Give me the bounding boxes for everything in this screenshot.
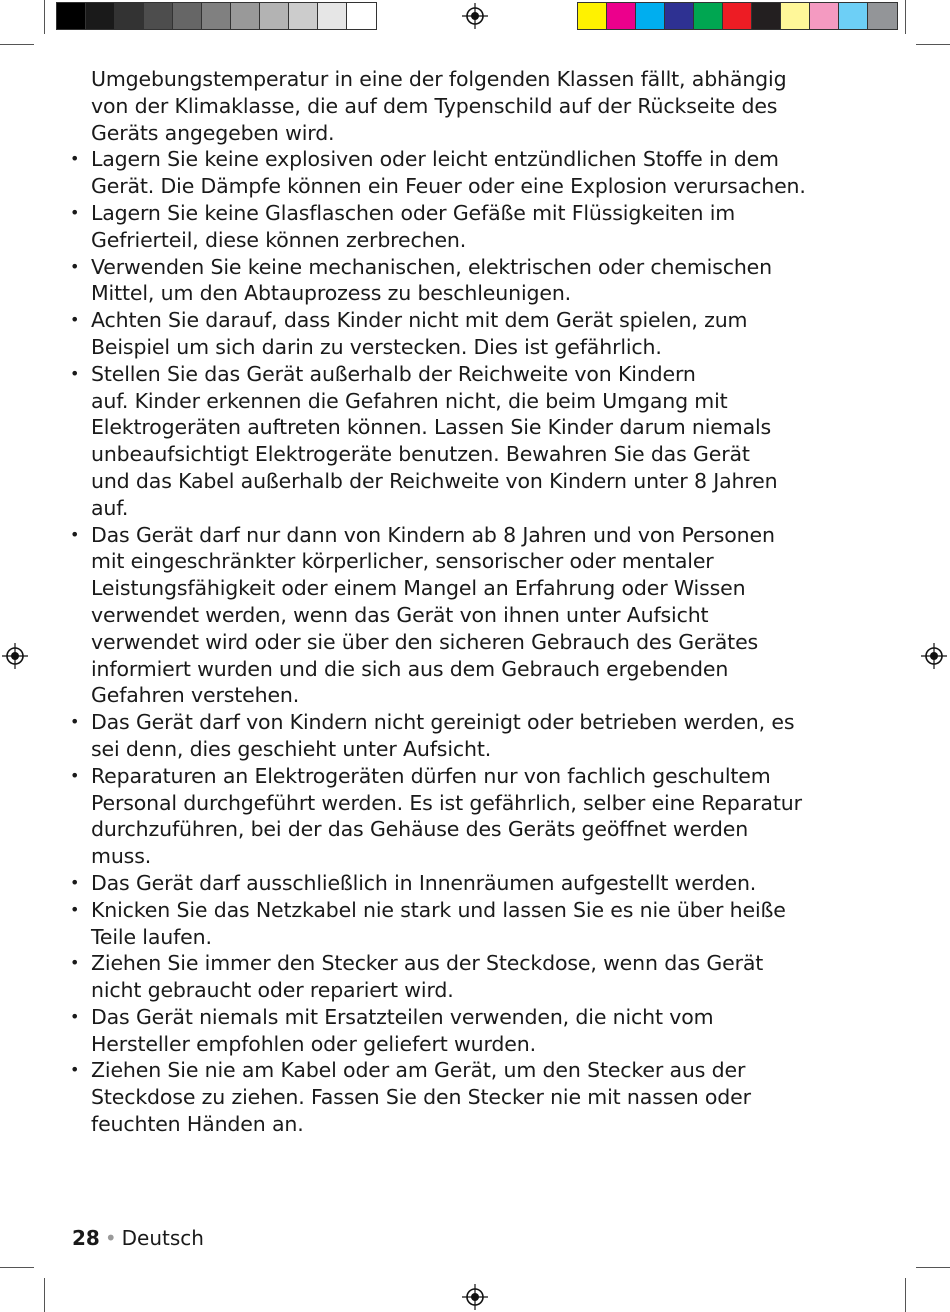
bullet-line [70,200,890,227]
line-text: von der Klimaklasse, die auf dem Typenschild auf der Rückseite des [91,93,778,118]
bullet-point: • [70,202,80,222]
registration-target-icon [2,643,28,669]
line-text: Ziehen Sie immer den Stecker aus der Steckdose, wenn das Gerät [91,951,764,976]
crop-mark [916,44,950,45]
text-line [70,120,890,147]
line-text: feuchten Händen an. [91,1112,304,1137]
line-text: auf. [91,495,129,520]
line-text: verwendet werden, wenn das Gerät von ihnen unter Aufsicht [91,602,709,627]
bullet-point: • [70,1006,80,1026]
calibration-swatch [752,3,781,29]
line-text: Steckdose zu ziehen. Fassen Sie den Stecker nie mit nassen oder [91,1085,751,1110]
line-text: Stellen Sie das Gerät außerhalb der Reichweite von Kindern [91,361,696,386]
bullet-point: • [70,524,80,544]
text-line [70,441,890,468]
footer-separator: • [104,1226,117,1250]
line-text: Achten Sie darauf, dass Kinder nicht mit dem Gerät spielen, zum [91,308,748,333]
line-text: Gefrierteil, diese können zerbrechen. [91,227,467,252]
bullet-point: • [70,1060,80,1080]
line-text: unbeaufsichtigt Elektrogeräte benutzen. Bewahren Sie das Gerät [91,442,750,467]
calibration-swatch [723,3,752,29]
line-text: Umgebungstemperatur in eine der folgenden Klassen fällt, abhängig [91,67,787,91]
bullet-line [70,307,890,334]
text-line [70,280,890,307]
line-text: Gerät. Die Dämpfe können ein Feuer oder eine Explosion verursachen. [91,174,806,199]
crop-mark [0,44,34,45]
line-text: Mittel, um den Abtauprozess zu beschleunigen. [91,281,572,306]
line-text: Verwenden Sie keine mechanischen, elektrischen oder chemischen [91,254,772,279]
bullet-point: • [70,765,80,785]
bullet-line [70,709,890,736]
calibration-swatch [173,3,202,29]
calibration-swatch [86,3,115,29]
crop-mark [905,0,906,34]
text-line [70,736,890,763]
text-line [70,93,890,120]
line-text: Lagern Sie keine Glasflaschen oder Gefäße mit Flüssigkeiten im [91,200,736,225]
bullet-point: • [70,149,80,169]
text-line [70,977,890,1004]
registration-target-icon [462,3,488,29]
bullet-point: • [70,256,80,276]
text-line [70,816,890,843]
line-text: Das Gerät darf ausschließlich in Innenräumen aufgestellt werden. [91,870,757,895]
text-line [70,66,890,93]
line-text: Gefahren verstehen. [91,683,300,708]
line-text: Reparaturen an Elektrogeräten dürfen nur von fachlich geschultem [91,763,771,788]
text-line [70,495,890,522]
line-text: Teile laufen. [91,924,212,949]
bullet-point: • [70,953,80,973]
text-line [70,843,890,870]
text-line [70,388,890,415]
text-line [70,602,890,629]
calibration-swatch [57,3,86,29]
line-text: Elektrogeräten auftreten können. Lassen Sie Kinder darum niemals [91,415,772,440]
bullet-line [70,522,890,549]
line-text: durchzuführen, bei der das Gehäuse des Geräts geöffnet werden [91,817,749,842]
calibration-swatch [636,3,665,29]
bullet-line [70,1057,890,1084]
line-text: Das Gerät niemals mit Ersatzteilen verwenden, die nicht vom [91,1004,714,1029]
crop-mark [0,1267,34,1268]
calibration-swatch [231,3,260,29]
crop-mark [44,1278,45,1312]
bullet-point: • [70,310,80,330]
bullet-line [70,763,890,790]
footer-language: Deutsch [121,1226,204,1250]
color-calibration-bar [577,2,898,30]
line-text: mit eingeschränkter körperlicher, sensorischer oder mentaler [91,549,714,574]
calibration-swatch [810,3,839,29]
line-text: Hersteller empfohlen oder geliefert wurden. [91,1031,536,1056]
line-text: Ziehen Sie nie am Kabel oder am Gerät, um den Stecker aus der [91,1058,746,1083]
bullet-line [70,254,890,281]
calibration-swatch [260,3,289,29]
text-line [70,656,890,683]
calibration-swatch [868,3,897,29]
bullet-line [70,146,890,173]
bullet-line [70,897,890,924]
registration-target-icon [921,643,947,669]
line-text: nicht gebraucht oder repariert wird. [91,978,454,1003]
safety-instructions-text [70,66,890,1138]
text-line [70,1084,890,1111]
line-text: Leistungsfähigkeit oder einem Mangel an Erfahrung oder Wissen [91,576,746,601]
page-footer [72,1226,204,1250]
line-text: Personal durchgeführt werden. Es ist gefährlich, selber eine Reparatur [91,790,802,815]
bullet-line [70,1004,890,1031]
line-text: Lagern Sie keine explosiven oder leicht entzündlichen Stoffe in dem [91,147,779,172]
text-line [70,924,890,951]
text-line [70,1031,890,1058]
calibration-swatch [578,3,607,29]
calibration-swatch [665,3,694,29]
bullet-line [70,950,890,977]
line-text: verwendet wird oder sie über den sicheren Gebrauch des Gerätes [91,629,759,654]
crop-mark [916,1267,950,1268]
line-text: Geräts angegeben wird. [91,120,335,145]
crop-mark [44,0,45,34]
registration-target-icon [462,1284,488,1310]
calibration-swatch [115,3,144,29]
bullet-point: • [70,872,80,892]
bullet-point: • [70,712,80,732]
calibration-swatch [202,3,231,29]
bullet-line [70,870,890,897]
text-line [70,173,890,200]
calibration-swatch [289,3,318,29]
line-text: Knicken Sie das Netzkabel nie stark und lassen Sie es nie über heiße [91,897,786,922]
text-line [70,414,890,441]
line-text: muss. [91,844,152,869]
text-line [70,548,890,575]
bullet-line [70,361,890,388]
text-line [70,468,890,495]
calibration-swatch [144,3,173,29]
line-text: auf. Kinder erkennen die Gefahren nicht, die beim Umgang mit [91,388,728,413]
calibration-swatch [318,3,347,29]
bullet-point: • [70,363,80,383]
text-line [70,575,890,602]
line-text: informiert wurden und die sich aus dem Gebrauch ergebenden [91,656,729,681]
text-line [70,629,890,656]
text-line [70,227,890,254]
calibration-swatch [781,3,810,29]
line-text: Das Gerät darf nur dann von Kindern ab 8 Jahren und von Personen [91,522,775,547]
line-text: Das Gerät darf von Kindern nicht gereinigt oder betrieben werden, es [91,710,795,735]
calibration-swatch [347,3,376,29]
text-line [70,334,890,361]
line-text: Beispiel um sich darin zu verstecken. Dies ist gefährlich. [91,334,662,359]
bullet-point: • [70,899,80,919]
calibration-swatch [839,3,868,29]
calibration-swatch [694,3,723,29]
line-text: sei denn, dies geschieht unter Aufsicht. [91,736,492,761]
page-number: 28 [72,1226,100,1250]
text-line [70,1111,890,1138]
line-text: und das Kabel außerhalb der Reichweite von Kindern unter 8 Jahren [91,468,778,493]
text-line [70,790,890,817]
calibration-swatch [607,3,636,29]
grayscale-calibration-bar [56,2,377,30]
text-line [70,682,890,709]
crop-mark [905,1278,906,1312]
